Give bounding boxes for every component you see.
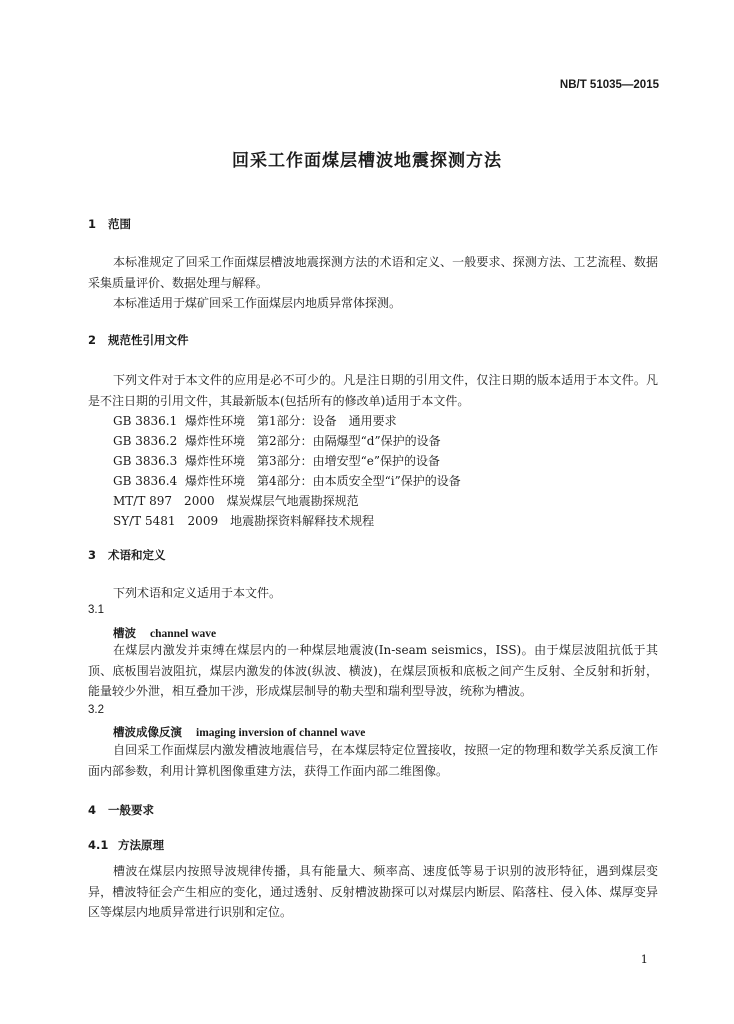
section-number: 4	[88, 803, 97, 817]
section-1-paragraph-1: 本标准规定了回采工作面煤层槽波地震探测方法的术语和定义、一般要求、探测方法、工艺流程、数据采集质量评价、数据处理与解释。	[88, 255, 658, 290]
section-3-heading	[88, 547, 166, 563]
reference-code: GB 3836.2	[113, 434, 178, 448]
reference-title: 爆炸性环境 第2部分：由隔爆型“d”保护的设备	[185, 434, 441, 448]
section-1-heading	[88, 216, 131, 232]
section-2-heading	[88, 332, 189, 348]
reference-item	[113, 411, 397, 432]
term-name-zh: 槽波	[113, 626, 136, 640]
page-number: 1	[640, 952, 648, 966]
term-name-zh: 槽波成像反演	[113, 725, 182, 739]
section-title: 一般要求	[108, 803, 154, 817]
reference-code: SY/T 5481 2009	[113, 514, 219, 528]
subsection-title: 方法原理	[118, 838, 164, 852]
reference-title: 煤炭煤层气地震勘探规范	[226, 494, 359, 508]
section-title: 范围	[108, 217, 131, 231]
reference-title: 爆炸性环境 第4部分：由本质安全型“i”保护的设备	[185, 474, 461, 488]
section-1-paragraph-2: 本标准适用于煤矿回采工作面煤层内地质异常体探测。	[113, 296, 402, 310]
reference-item	[113, 451, 440, 472]
reference-title: 爆炸性环境 第3部分：由增安型“e”保护的设备	[185, 454, 441, 468]
reference-code: GB 3836.1	[113, 414, 178, 428]
section-title: 规范性引用文件	[108, 333, 189, 347]
section-4-heading	[88, 802, 154, 818]
document-title: 回采工作面煤层槽波地震探测方法	[232, 151, 502, 171]
section-3-paragraph-1: 下列术语和定义适用于本文件。	[113, 586, 282, 600]
reference-title: 地震勘探资料解释技术规程	[230, 514, 375, 528]
reference-code: MT/T 897 2000	[113, 494, 215, 508]
term-number: 3.2	[88, 704, 104, 716]
term-heading	[113, 724, 365, 740]
reference-title: 爆炸性环境 第1部分：设备 通用要求	[185, 414, 397, 428]
subsection-4-1-paragraph-1: 槽波在煤层内按照导波规律传播，具有能量大、频率高、速度低等易于识别的波形特征，遇到煤层变异，槽波特征会产生相应的变化，通过透射、反射槽波勘探可以对煤层内断层、陷落柱、侵入体、煤厚变异区等煤层内地质异常进行识别和定位。	[88, 864, 658, 919]
term-definition: 自回采工作面煤层内激发槽波地震信号，在本煤层特定位置接收，按照一定的物理和数学关系反演工作面内部参数，利用计算机图像重建方法，获得工作面内部二维图像。	[88, 743, 658, 778]
section-number: 2	[88, 333, 97, 347]
term-number: 3.1	[88, 604, 104, 616]
section-number: 1	[88, 217, 97, 231]
section-number: 3	[88, 548, 97, 562]
term-name-en: channel wave	[150, 628, 217, 640]
term-heading	[113, 625, 216, 641]
section-2-paragraph-1: 下列文件对于本文件的应用是必不可少的。凡是注日期的引用文件，仅注日期的版本适用于本文件。凡是不注日期的引用文件，其最新版本(包括所有的修改单)适用于本文件。	[88, 373, 658, 408]
reference-code: GB 3836.3	[113, 454, 178, 468]
reference-item	[113, 471, 461, 492]
subsection-4-1-heading	[88, 837, 164, 853]
reference-item	[113, 491, 359, 512]
reference-code: GB 3836.4	[113, 474, 178, 488]
standard-number: NB/T 51035—2015	[559, 79, 659, 91]
subsection-number: 4.1	[88, 838, 109, 852]
section-title: 术语和定义	[108, 548, 166, 562]
term-name-en: imaging inversion of channel wave	[196, 727, 366, 739]
term-definition: 在煤层内激发并束缚在煤层内的一种煤层地震波(In-seam seismics，ISS)。由于煤层波阻抗低于其顶、底板围岩波阻抗，煤层内激发的体波(纵波、横波)，在煤层顶板和底板之间产生反射、全反射和折射，能量较少外泄，相互叠加干涉，形成煤层制导的勒夫型和瑞利型导波，统称为槽波。	[88, 643, 658, 698]
reference-item	[113, 431, 441, 452]
reference-item	[113, 511, 374, 532]
